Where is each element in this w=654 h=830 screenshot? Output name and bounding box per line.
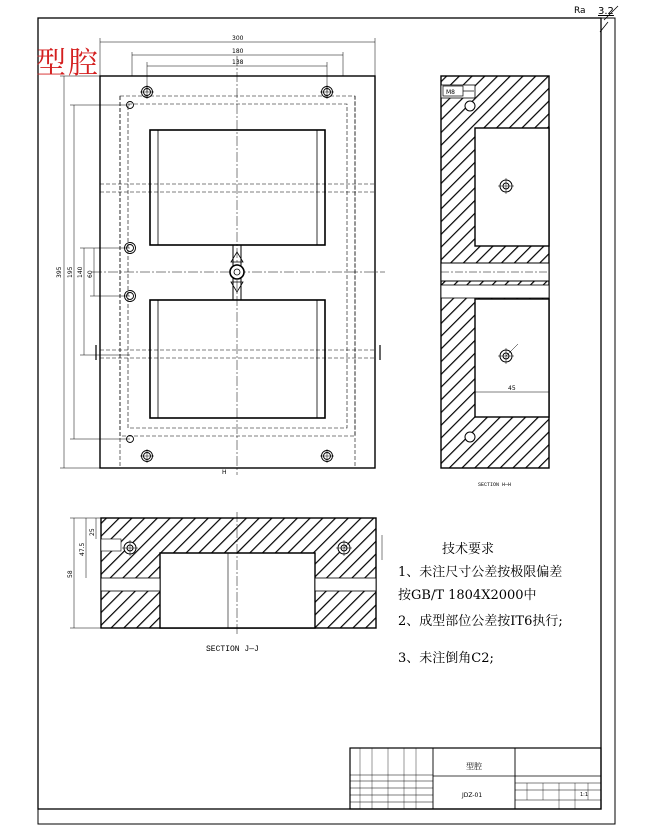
bolt-holes bbox=[125, 87, 333, 462]
roughness-value: 3.2 bbox=[598, 6, 614, 17]
tech-req-line3: 2、成型部位公差按IT6执行; bbox=[398, 614, 563, 629]
dim-left-overall: 395 bbox=[56, 266, 63, 278]
callout-m8: M8 bbox=[446, 89, 455, 96]
dim-left-inner: 140 bbox=[77, 266, 84, 278]
title-block-drawing-no: JDZ-01 bbox=[462, 792, 483, 799]
dim-jj-a: 47.5 bbox=[79, 542, 86, 556]
dim-jj-b: 25 bbox=[89, 528, 96, 536]
tech-req-line2: 按GB/T 1804X2000中 bbox=[398, 588, 537, 603]
section-hh-view bbox=[441, 76, 549, 468]
title-block-part-name: 型腔 bbox=[466, 762, 482, 771]
title-stamp: 型腔 bbox=[36, 46, 100, 81]
roughness-symbol: Ra bbox=[574, 6, 586, 16]
dim-top-mid: 180 bbox=[232, 48, 244, 55]
title-block bbox=[350, 748, 601, 809]
plan-view bbox=[92, 56, 385, 475]
dim-jj-height: 58 bbox=[67, 570, 74, 578]
dim-top-inner: 138 bbox=[232, 59, 244, 66]
section-jj-label: SECTION J—J bbox=[206, 645, 259, 654]
tech-req-line4: 3、未注倒角C2; bbox=[398, 651, 494, 666]
title-block-scale: 1:1 bbox=[580, 792, 589, 798]
section-jj-view bbox=[70, 512, 382, 634]
tech-req-heading: 技术要求 bbox=[442, 542, 495, 557]
section-hh-label: SECTION H—H bbox=[478, 482, 512, 488]
dim-hh: 45 bbox=[508, 385, 516, 392]
section-mark-h: H bbox=[222, 469, 227, 476]
dim-left-mid: 195 bbox=[67, 266, 74, 278]
dim-top-overall: 300 bbox=[232, 35, 244, 42]
tech-req-line1: 1、未注尺寸公差按极限偏差 bbox=[398, 565, 563, 580]
dim-left-small: 60 bbox=[87, 270, 94, 278]
